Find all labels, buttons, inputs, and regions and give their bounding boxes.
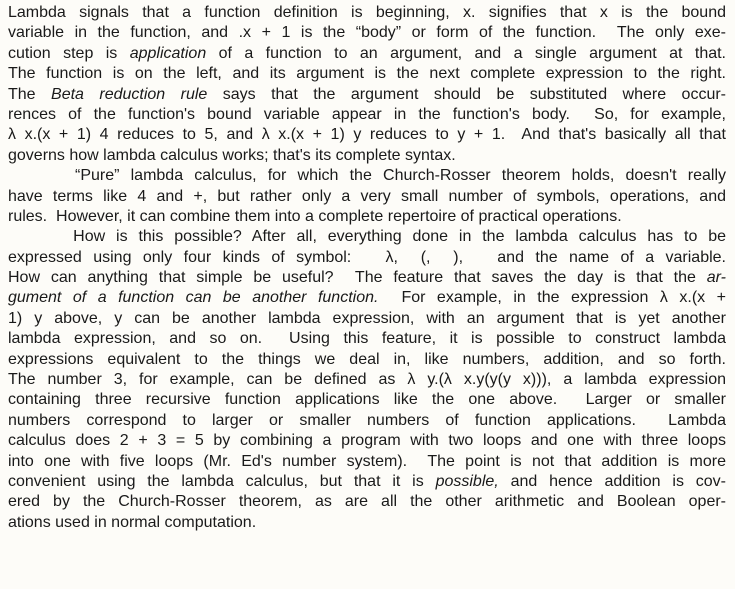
text-segment: For example, in the expression λ x.(x + — [378, 289, 726, 307]
text-segment: rules. However, it can combine them into a complete repertoire of practical operations. — [8, 207, 622, 225]
text-line — [8, 452, 726, 472]
text-line — [8, 207, 726, 227]
text-segment: variable in the function, and .x + 1 is the “body” or form of the function. The only exe- — [8, 24, 726, 42]
text-segment: ations used in normal computation. — [8, 513, 257, 531]
text-line — [8, 390, 726, 410]
text-segment: ered by the Church-Rosser theorem, as are all the other arithmetic and Boolean oper- — [8, 493, 726, 511]
text-line — [8, 329, 726, 349]
text-segment: have terms like 4 and +, but rather only a very small number of symbols, operations, and — [8, 187, 726, 205]
document-body-text — [8, 3, 726, 533]
text-segment: The — [8, 85, 52, 103]
text-segment: cution step is — [8, 44, 130, 62]
text-segment: rences of the function's bound variable appear in the function's body. So, for example, — [8, 105, 726, 123]
text-line — [8, 23, 726, 43]
text-segment: How is this possible? After all, everything done in the lambda calculus has to be — [8, 228, 726, 246]
italic-text: gument of a function can be another function. — [8, 289, 379, 307]
text-line — [8, 492, 726, 512]
text-segment: expressed using only four kinds of symbol: λ, (, ), and the name of a variable. — [8, 248, 726, 266]
text-line — [8, 44, 726, 64]
text-segment: The number 3, for example, can be defined as λ y.(λ x.y(y(y x))), a lambda expression — [8, 371, 726, 389]
text-line — [8, 187, 726, 207]
text-line — [8, 64, 726, 84]
text-segment: “Pure” lambda calculus, for which the Church-Rosser theorem holds, doesn't really — [8, 167, 726, 185]
text-segment: expressions equivalent to the things we deal in, like numbers, addition, and so forth. — [8, 350, 726, 368]
text-line — [8, 370, 726, 390]
text-line — [8, 472, 726, 492]
italic-text: application — [129, 44, 207, 62]
text-line — [8, 411, 726, 431]
text-segment: The function is on the left, and its argument is the next complete expression to the right. — [8, 65, 726, 83]
text-segment: and hence addition is cov- — [498, 472, 726, 490]
text-line — [8, 125, 726, 145]
text-line — [8, 166, 726, 186]
text-line — [8, 227, 726, 247]
document-page — [8, 3, 726, 533]
text-segment: says that the argument should be substituted where occur- — [207, 85, 726, 103]
text-line — [8, 105, 726, 125]
text-line — [8, 288, 726, 308]
italic-text: Beta reduction rule — [51, 85, 208, 103]
text-segment: containing three recursive function applications like the one above. Larger or smaller — [8, 391, 726, 409]
text-line — [8, 85, 726, 105]
text-segment: numbers correspond to larger or smaller numbers of function applications. Lambda — [8, 411, 726, 429]
italic-text: possible, — [435, 472, 499, 490]
text-segment: of a function to an argument, and a single argument at that. — [206, 44, 726, 62]
text-segment: λ x.(x + 1) 4 reduces to 5, and λ x.(x + 1) y reduces to y + 1. And that's basically all that — [8, 126, 726, 144]
text-segment: How can anything that simple be useful? The feature that saves the day is that the — [8, 269, 707, 287]
text-line — [8, 350, 726, 370]
text-line — [8, 513, 726, 533]
text-segment: calculus does 2 + 3 = 5 by combining a program with two loops and one with three loops — [8, 432, 726, 450]
text-segment: into one with five loops (Mr. Ed's number system). The point is not that addition is more — [8, 452, 726, 470]
text-line — [8, 248, 726, 268]
text-line — [8, 146, 726, 166]
text-segment: governs how lambda calculus works; that's its complete syntax. — [8, 146, 456, 164]
text-line — [8, 431, 726, 451]
text-segment: convenient using the lambda calculus, but that it is — [8, 472, 436, 490]
text-segment: 1) y above, y can be another lambda expression, with an argument that is yet another — [8, 309, 726, 327]
text-segment: lambda expression, and so on. Using this feature, it is possible to construct lambda — [8, 330, 726, 348]
italic-text: ar- — [706, 269, 726, 287]
text-segment: Lambda signals that a function definition is beginning, x. signifies that x is the bound — [8, 4, 726, 21]
text-line — [8, 309, 726, 329]
text-line — [8, 268, 726, 288]
text-line — [8, 3, 726, 23]
